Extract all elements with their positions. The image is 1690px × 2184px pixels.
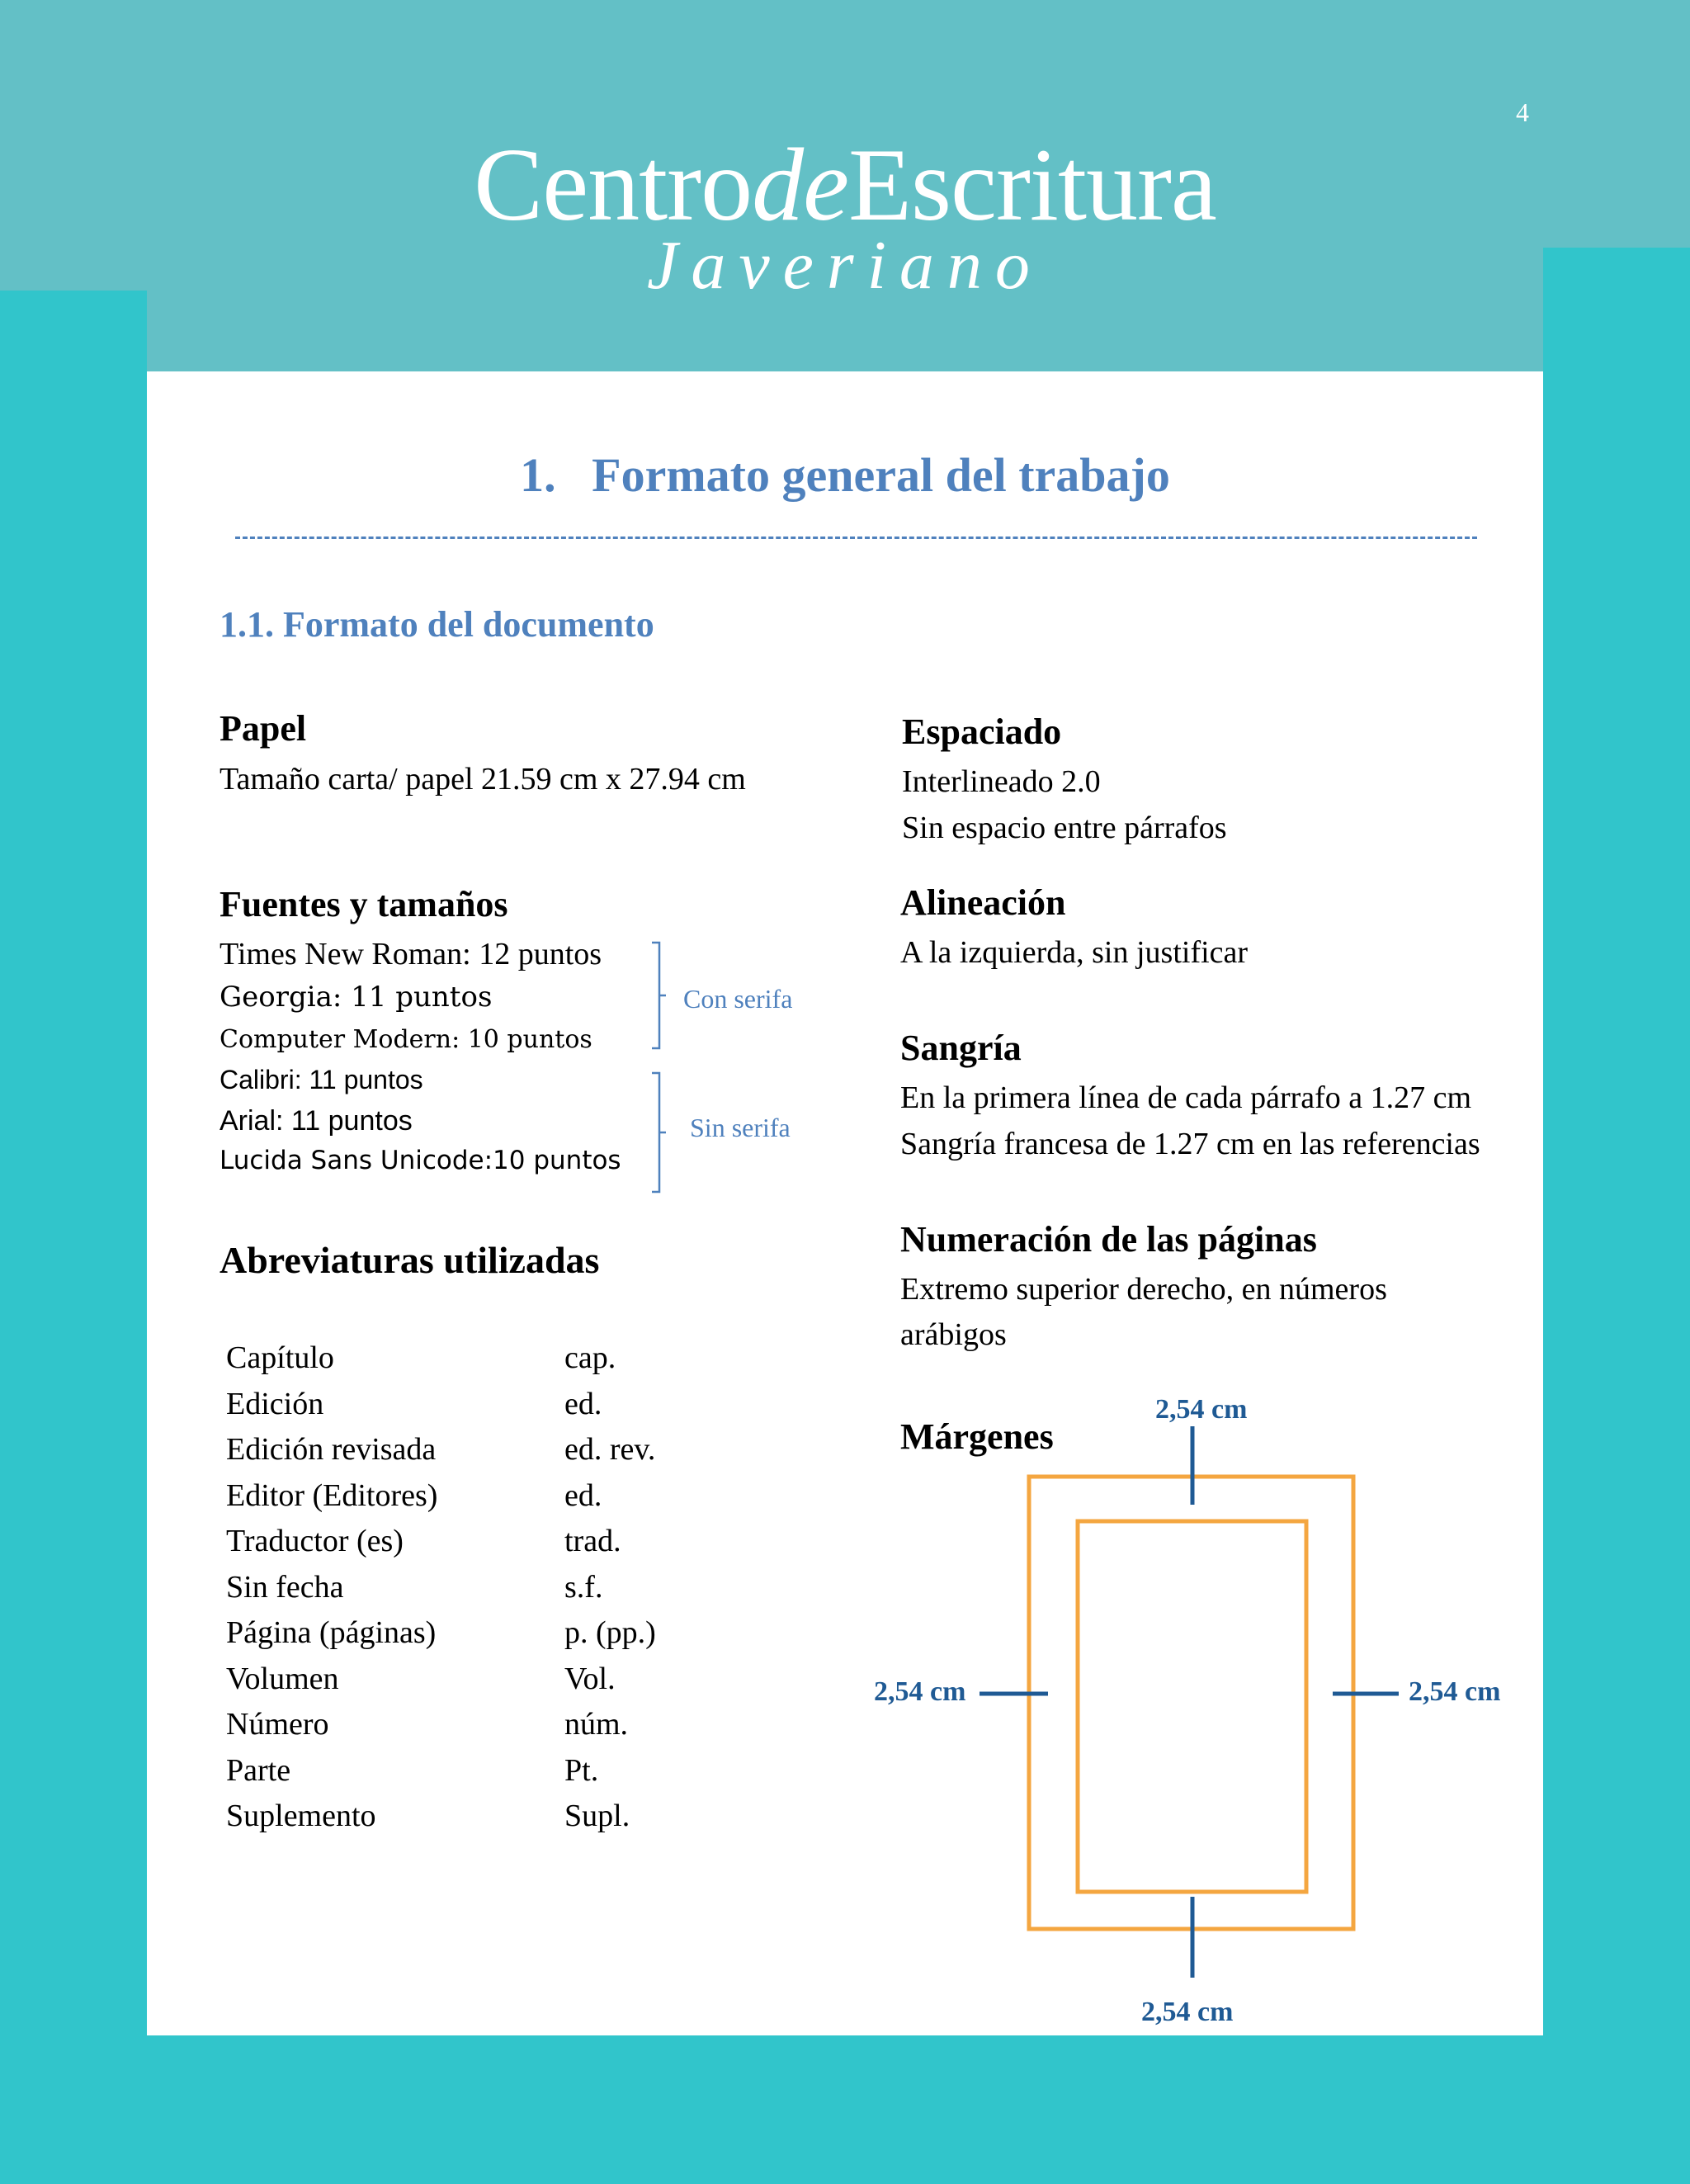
- sangria-line2: Sangría francesa de 1.27 cm en las referencias: [900, 1127, 1480, 1161]
- abbr-value: ed.: [564, 1386, 602, 1421]
- abbr-term: Sin fecha: [226, 1569, 344, 1605]
- margin-left-label: 2,54 cm: [874, 1676, 966, 1707]
- logo-centro: Centro: [474, 128, 753, 243]
- logo-javeriano: Javeriano: [647, 227, 1043, 304]
- abreviaturas-heading: Abreviaturas utilizadas: [220, 1239, 600, 1281]
- numeracion-line1: Extremo superior derecho, en números: [900, 1272, 1387, 1307]
- abbr-value: núm.: [564, 1707, 629, 1742]
- font-row-lucida: Lucida Sans Unicode:10 puntos: [220, 1146, 621, 1175]
- sangria-heading: Sangría: [900, 1028, 1022, 1068]
- serif-label: Con serifa: [683, 984, 793, 1014]
- abbr-term: Capítulo: [226, 1340, 334, 1375]
- abbr-value: ed. rev.: [564, 1432, 656, 1467]
- numeracion-heading: Numeración de las páginas: [900, 1219, 1317, 1260]
- margin-bottom-label: 2,54 cm: [1141, 1997, 1234, 2027]
- margin-right-label: 2,54 cm: [1409, 1676, 1501, 1707]
- abbr-value: Supl.: [564, 1799, 630, 1833]
- abbr-term: Página (páginas): [226, 1615, 437, 1650]
- abbr-term: Edición revisada: [226, 1432, 437, 1467]
- espaciado-heading: Espaciado: [902, 711, 1062, 752]
- abbr-term: Suplemento: [226, 1799, 376, 1833]
- abbr-value: cap.: [564, 1340, 616, 1375]
- margenes-heading: Márgenes: [900, 1416, 1054, 1457]
- page-title: 1. Formato general del trabajo: [520, 448, 1170, 502]
- content-area-outline: [1078, 1521, 1306, 1892]
- sangria-line1: En la primera línea de cada párrafo a 1.27 cm: [900, 1080, 1472, 1115]
- fuentes-heading: Fuentes y tamaños: [220, 884, 508, 924]
- font-row-times: Times New Roman: 12 puntos: [220, 937, 602, 971]
- abbr-value: Vol.: [564, 1661, 616, 1696]
- margin-top-label: 2,54 cm: [1155, 1394, 1248, 1425]
- abbr-term: Edición: [226, 1386, 324, 1421]
- abbr-value: s.f.: [564, 1569, 603, 1605]
- font-row-georgia: Georgia: 11 puntos: [220, 981, 493, 1014]
- font-row-computer-modern: Computer Modern: 10 puntos: [220, 1025, 592, 1054]
- logo-escritura: Escritura: [848, 128, 1216, 243]
- abbr-value: ed.: [564, 1477, 602, 1513]
- alineacion-text: A la izquierda, sin justificar: [900, 935, 1249, 970]
- papel-text: Tamaño carta/ papel 21.59 cm x 27.94 cm: [220, 762, 746, 797]
- abbr-value: trad.: [564, 1524, 621, 1558]
- font-row-arial: Arial: 11 puntos: [220, 1105, 413, 1137]
- numeracion-line2: arábigos: [900, 1317, 1007, 1352]
- abbr-term: Editor (Editores): [226, 1477, 438, 1513]
- abbr-term: Traductor (es): [226, 1524, 404, 1558]
- alineacion-heading: Alineación: [900, 882, 1066, 923]
- papel-heading: Papel: [220, 708, 307, 749]
- espaciado-line2: Sin espacio entre párrafos: [902, 811, 1227, 845]
- abbr-value: p. (pp.): [564, 1615, 656, 1650]
- abbr-term: Volumen: [226, 1661, 339, 1696]
- abbr-value: Pt.: [564, 1752, 599, 1788]
- abbr-term: Parte: [226, 1752, 291, 1788]
- logo-de: de: [752, 128, 849, 243]
- abbr-term: Número: [226, 1707, 329, 1742]
- espaciado-line1: Interlineado 2.0: [902, 764, 1101, 799]
- font-row-calibri: Calibri: 11 puntos: [220, 1065, 423, 1094]
- page-number: 4: [1516, 97, 1529, 127]
- section-heading: 1.1. Formato del documento: [220, 604, 654, 645]
- sans-label: Sin serifa: [690, 1113, 791, 1142]
